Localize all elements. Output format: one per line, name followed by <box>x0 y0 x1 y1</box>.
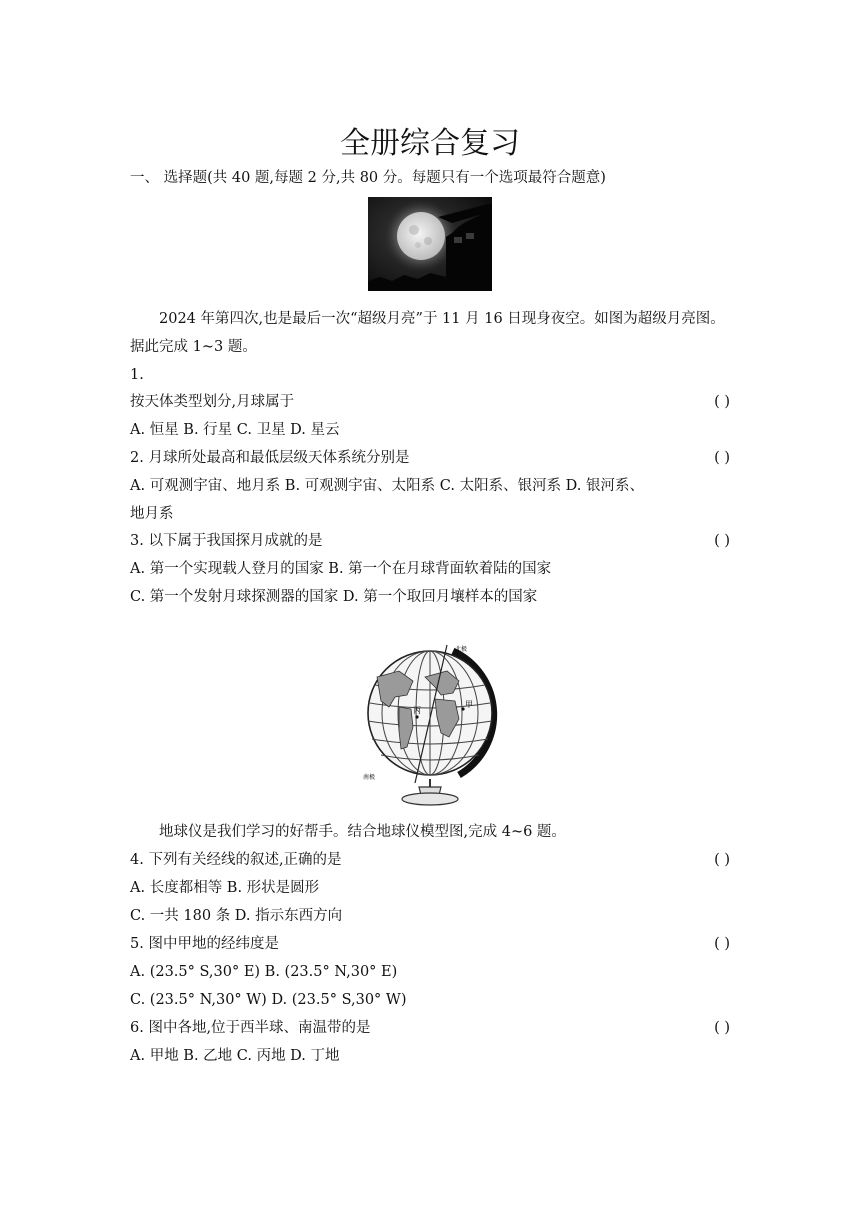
q2-options-cont: 地月系 <box>130 506 174 522</box>
q6-answer-blank[interactable]: ( ) <box>714 1020 730 1036</box>
label-south-pole: 南极 <box>363 774 376 781</box>
q1-options: A. 恒星 B. 行星 C. 卫星 D. 星云 <box>130 422 340 438</box>
q4-options: A. 长度都相等 B. 形状是圆形 <box>130 880 320 896</box>
q3-options: A. 第一个实现载人登月的国家 B. 第一个在月球背面软着陆的国家 <box>130 561 552 577</box>
moon-image <box>368 197 492 291</box>
intro-paragraph-1-cont: 据此完成 1~3 题。 <box>130 339 257 355</box>
q3-answer-blank[interactable]: ( ) <box>714 533 730 549</box>
q3-stem: 3. 以下属于我国探月成就的是 <box>130 533 323 549</box>
q5-stem: 5. 图中甲地的经纬度是 <box>130 936 279 952</box>
q6-options: A. 甲地 B. 乙地 C. 丙地 D. 丁地 <box>130 1048 340 1064</box>
q6-stem: 6. 图中各地,位于西半球、南温带的是 <box>130 1020 371 1036</box>
q2-answer-blank[interactable]: ( ) <box>714 450 730 466</box>
q1-stem: 按天体类型划分,月球属于 <box>130 394 295 410</box>
page-title: 全册综合复习 <box>340 126 520 161</box>
q3-options-cont: C. 第一个发射月球探测器的国家 D. 第一个取回月壤样本的国家 <box>130 589 538 605</box>
intro-paragraph-1: 2024 年第四次,也是最后一次“超级月亮”于 11 月 16 日现身夜空。如图为超级月亮图。 <box>159 311 725 327</box>
q4-answer-blank[interactable]: ( ) <box>714 852 730 868</box>
q2-stem: 2. 月球所处最高和最低层级天体系统分别是 <box>130 450 410 466</box>
globe-icon <box>355 637 505 809</box>
supermoon-photo <box>368 197 492 291</box>
label-north-pole: 北极 <box>455 646 468 653</box>
q1-answer-blank[interactable]: ( ) <box>714 394 730 410</box>
q4-stem: 4. 下列有关经线的叙述,正确的是 <box>130 852 342 868</box>
label-bing: 丙 <box>413 706 421 715</box>
q1-number: 1. <box>130 367 144 383</box>
globe-figure <box>355 637 505 809</box>
q4-options-cont: C. 一共 180 条 D. 指示东西方向 <box>130 908 343 924</box>
q5-answer-blank[interactable]: ( ) <box>714 936 730 952</box>
section-heading: 一、 选择题(共 40 题,每题 2 分,共 80 分。每题只有一个选项最符合题意) <box>130 170 606 186</box>
q5-options-cont: C. (23.5° N,30° W) D. (23.5° S,30° W) <box>130 992 407 1008</box>
intro-paragraph-2: 地球仪是我们学习的好帮手。结合地球仪模型图,完成 4~6 题。 <box>159 824 566 840</box>
q5-options: A. (23.5° S,30° E) B. (23.5° N,30° E) <box>130 964 398 980</box>
q2-options: A. 可观测宇宙、地月系 B. 可观测宇宙、太阳系 C. 太阳系、银河系 D. 银河系、 <box>130 478 645 494</box>
label-jia: 甲 <box>465 700 473 709</box>
